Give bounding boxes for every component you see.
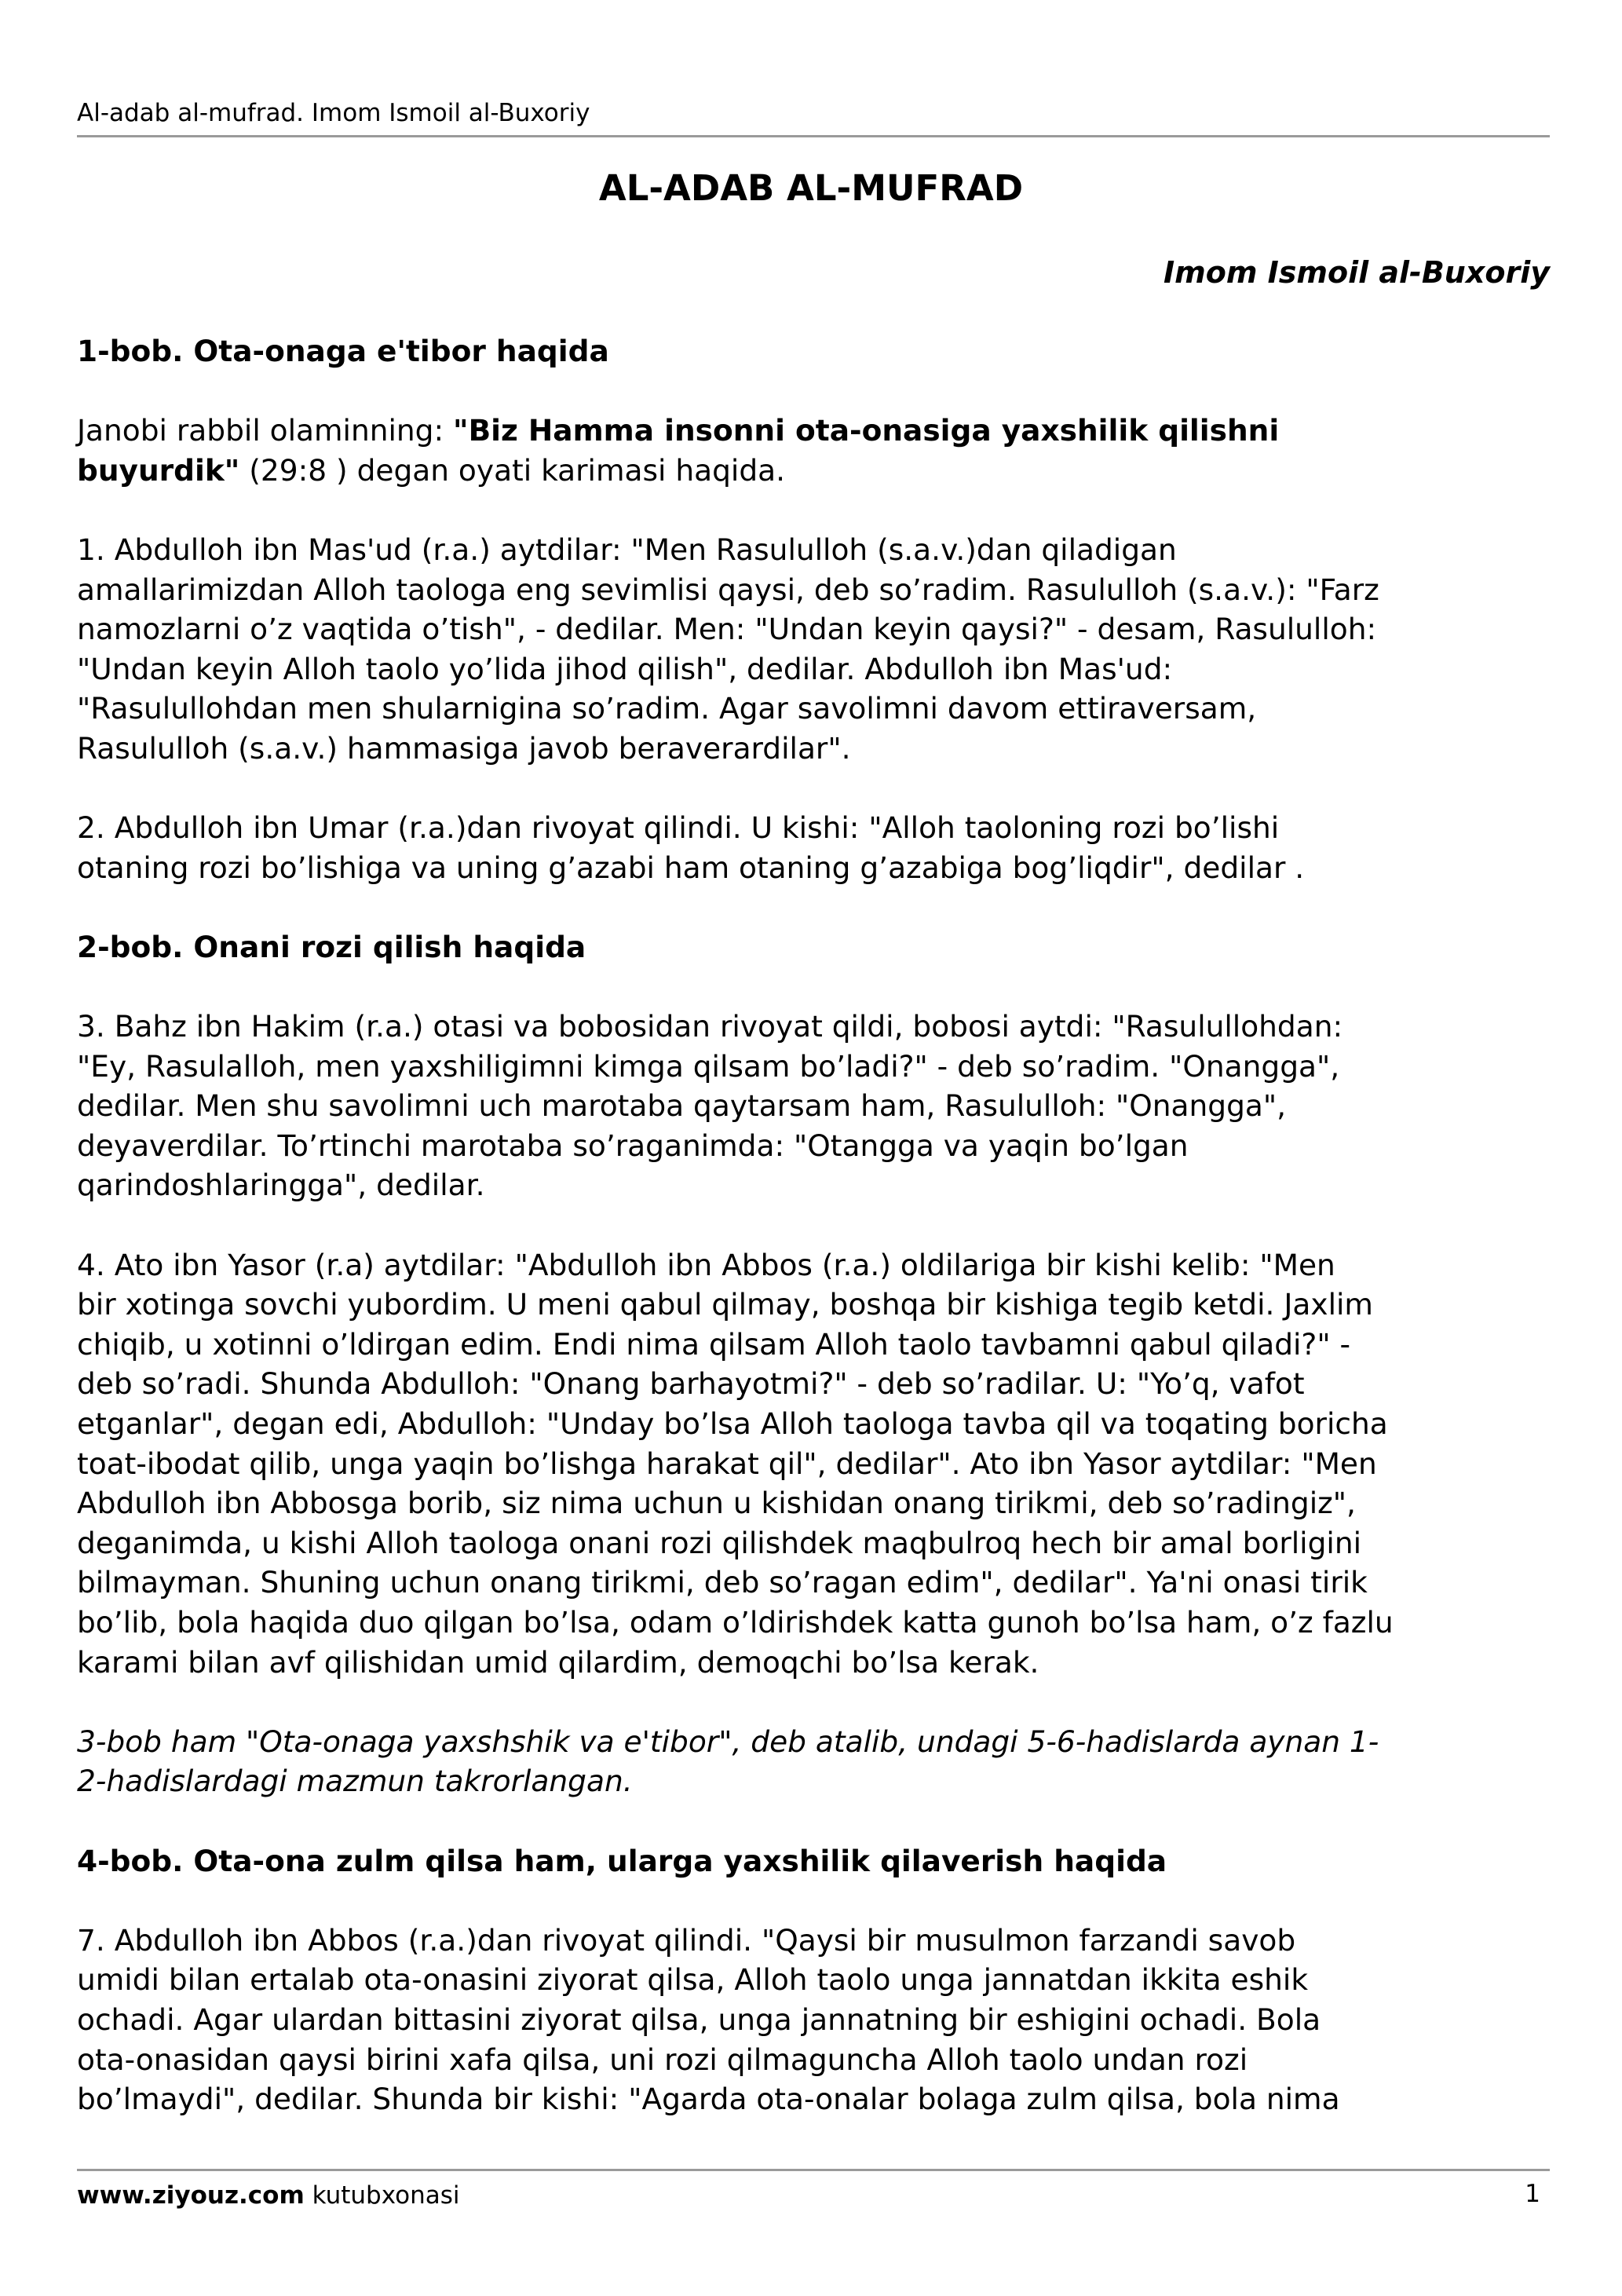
hadith-4 [77, 1245, 1561, 1683]
document-author: Imom Ismoil al-Buxoriy [1163, 255, 1550, 290]
intro-suffix: (29:8 ) degan oyati karimasi haqida. [239, 452, 786, 488]
page-number: 1 [1525, 2180, 1540, 2208]
text-line: ota-onasidan qaysi birini xafa qilsa, uni rozi qilmaguncha Alloh taolo undan rozi [77, 2042, 1248, 2077]
text-line: umidi bilan ertalab ota-onasini ziyorat qilsa, Alloh taolo unga jannatdan ikkita eshik [77, 1962, 1309, 1998]
text-line: bo’lib, bola haqida duo qilgan bo’lsa, odam o’ldirishdek katta gunoh bo’lsa ham, o’z fazlu [77, 1605, 1394, 1640]
footer-credit [77, 2178, 460, 2213]
quran-quote-line1: "Biz Hamma insonni ota-onasiga yaxshilik qilishni [453, 413, 1280, 448]
chapter-heading-4: 4-bob. Ota-ona zulm qilsa ham, ularga yaxshilik qilaverish haqida [77, 1843, 1167, 1878]
running-header: Al-adab al-mufrad. Imom Ismoil al-Buxoriy [77, 99, 590, 127]
text-line: bo’lmaydi", dedilar. Shunda bir kishi: "Agarda ota-onalar bolaga zulm qilsa, bola nima [77, 2082, 1340, 2117]
text-line: 3. Bahz ibn Hakim (r.a.) otasi va bobosidan rivoyat qildi, bobosi aytdi: "Rasulullohdan: [77, 1009, 1343, 1044]
text-line: 1. Abdulloh ibn Mas'ud (r.a.) aytdilar: "Men Rasululloh (s.a.v.)dan qiladigan [77, 532, 1177, 567]
chapter-3-note [77, 1722, 1561, 1801]
quran-quote-line2: buyurdik" [77, 452, 240, 488]
text-line: otaning rozi bo’lishiga va uning g’azabi ham otaning g’azabiga bog’liqdir", dedilar . [77, 850, 1305, 885]
text-line: 4. Ato ibn Yasor (r.a) aytdilar: "Abdulloh ibn Abbos (r.a.) oldilariga bir kishi kelib: "Men [77, 1247, 1335, 1282]
text-line: 2-hadislardagi mazmun takrorlangan. [77, 1764, 633, 1799]
chapter-heading-1: 1-bob. Ota-onaga e'tibor haqida [77, 334, 609, 368]
text-line: amallarimizdan Alloh taologa eng sevimlisi qaysi, deb so’radim. Rasululloh (s.a.v.): "Farz [77, 572, 1379, 607]
text-line: toat-ibodat qilib, unga yaqin bo’lishga harakat qil", dedilar". Ato ibn Yasor aytdilar: "Men [77, 1446, 1377, 1481]
text-line: karami bilan avf qilishidan umid qilardim, demoqchi bo’lsa kerak. [77, 1644, 1039, 1680]
hadith-7 [77, 1921, 1561, 2119]
text-line: chiqib, u xotinni o’ldirgan edim. Endi nima qilsam Alloh taolo tavbamni qabul qiladi?" - [77, 1326, 1351, 1362]
hadith-3 [77, 1007, 1561, 1205]
text-line: 2. Abdulloh ibn Umar (r.a.)dan rivoyat qilindi. U kishi: "Alloh taoloning rozi bo’lishi [77, 810, 1280, 846]
document-title: AL-ADAB AL-MUFRAD [598, 167, 1024, 209]
text-line: ochadi. Agar ulardan bittasini ziyorat qilsa, unga jannatning bir eshigini ochadi. Bola [77, 2002, 1321, 2037]
text-line: bilmayman. Shuning uchun onang tirikmi, deb so’ragan edim", dedilar". Ya'ni onasi tirik [77, 1565, 1368, 1600]
document-body [77, 331, 1561, 2119]
text-line: "Ey, Rasulalloh, men yaxshiligimni kimga qilsam bo’ladi?" - deb so’radim. "Onangga", [77, 1048, 1340, 1084]
hadith-1 [77, 530, 1561, 769]
text-line: 7. Abdulloh ibn Abbos (r.a.)dan rivoyat qilindi. "Qaysi bir musulmon farzandi savob [77, 1922, 1296, 1958]
text-line: deyaverdilar. To’rtinchi marotaba so’raganimda: "Otangga va yaqin bo’lgan [77, 1128, 1189, 1163]
chapter-heading-2: 2-bob. Onani rozi qilish haqida [77, 929, 586, 964]
text-line: qarindoshlaringga", dedilar. [77, 1168, 485, 1203]
hadith-2 [77, 808, 1561, 887]
text-line: dedilar. Men shu savolimni uch marotaba qaytarsam ham, Rasululloh: "Onangga", [77, 1088, 1287, 1124]
text-line: "Undan keyin Alloh taolo yo’lida jihod qilish", dedilar. Abdulloh ibn Mas'ud: [77, 651, 1173, 686]
text-line: "Rasulullohdan men shularnigina so’radim. Agar savolimni davom ettiraversam, [77, 691, 1257, 726]
text-line: deb so’radi. Shunda Abdulloh: "Onang barhayotmi?" - deb so’radilar. U: "Yo’q, vafot [77, 1366, 1305, 1402]
text-line: namozlarni o’z vaqtida o’tish", - dedilar. Men: "Undan keyin qaysi?" - desam, Rasululloh: [77, 612, 1377, 647]
text-line: Rasululloh (s.a.v.) hammasiga javob beraverardilar". [77, 730, 851, 766]
intro-prefix: Janobi rabbil olaminning: [77, 413, 454, 448]
header-divider [77, 135, 1550, 137]
intro-paragraph [77, 411, 1561, 490]
text-line: deganimda, u kishi Alloh taologa onani rozi qilishdek maqbulroq hech bir amal borligini [77, 1525, 1362, 1560]
text-line: 3-bob ham "Ota-onaga yaxshshik va e'tibor", deb atalib, undagi 5-6-hadislarda aynan 1- [77, 1724, 1379, 1759]
text-line: bir xotinga sovchi yubordim. U meni qabul qilmay, boshqa bir kishiga tegib ketdi. Jaxlim [77, 1287, 1373, 1322]
text-line: etganlar", degan edi, Abdulloh: "Unday bo’lsa Alloh taologa tavba qil va toqating boricha [77, 1406, 1388, 1442]
footer-divider [77, 2169, 1550, 2171]
footer-library-label: kutubxonasi [304, 2181, 460, 2210]
footer-site-link[interactable]: www.ziyouz.com [77, 2181, 305, 2210]
text-line: Abdulloh ibn Abbosga borib, siz nima uchun u kishidan onang tirikmi, deb so’radingiz", [77, 1486, 1356, 1521]
